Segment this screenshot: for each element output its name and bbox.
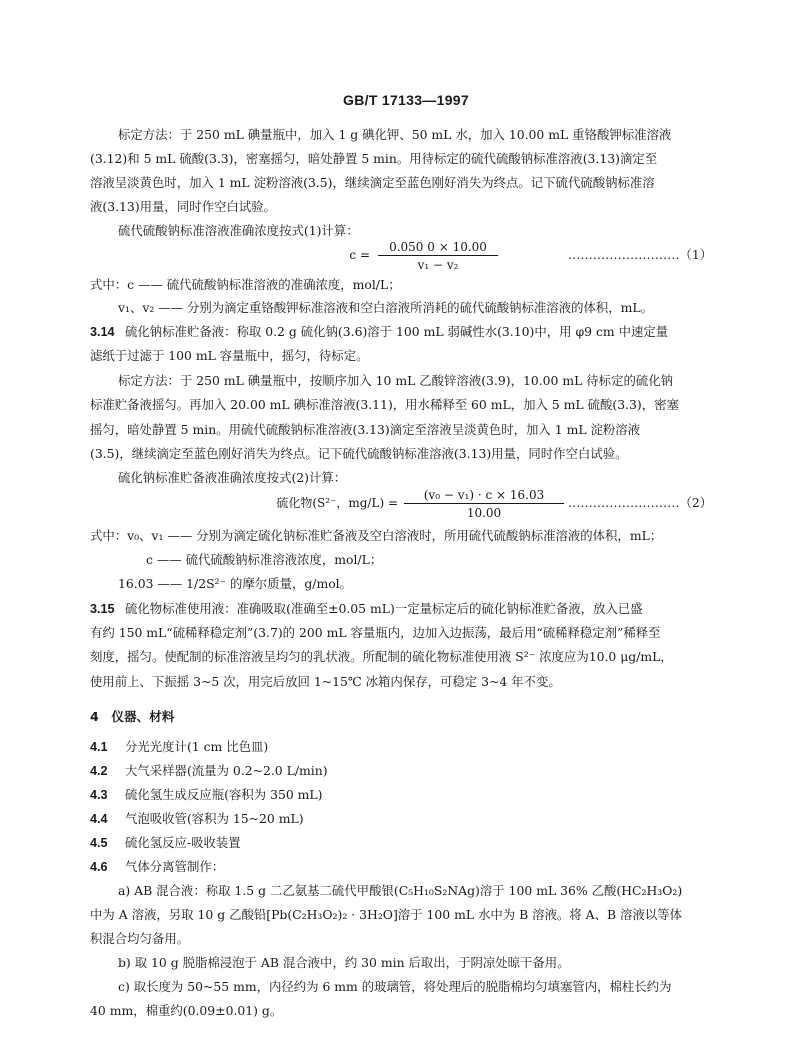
- list-item: 气泡吸收管(容积为 15~20 mL): [125, 811, 304, 826]
- equation-2-number: ………………………（2）: [568, 495, 713, 510]
- text-line: 标准贮备液摇匀。再加入 20.00 mL 碘标准溶液(3.11)，用水稀释至 60 mL，加入 5 mL 硫酸(3.3)，密塞: [90, 397, 679, 412]
- variable-definition: 16.03 —— 1/2S²⁻ 的摩尔质量，g/mol。: [118, 576, 353, 591]
- list-item: 硫化氢生成反应瓶(容积为 350 mL): [125, 787, 323, 802]
- standard-header: GB/T 17133—1997: [343, 92, 469, 108]
- text-line: 40 mm，棉重约(0.09±0.01) g。: [90, 1003, 283, 1018]
- list-item: 硫化氢反应-吸收装置: [125, 835, 241, 850]
- equation-2-denominator: 10.00: [466, 506, 502, 520]
- text-line: 摇匀，暗处静置 5 min。用硫代硫酸钠标准溶液(3.13)滴定至溶液呈淡黄色时，加入 1 mL 淀粉溶液: [90, 422, 641, 437]
- text-line: (3.5)，继续滴定至蓝色刚好消失为终点。记下硫代硫酸钠标准溶液(3.13)用量，同时作空白试验。: [90, 446, 628, 461]
- clause-number: 4.2: [90, 764, 108, 778]
- text-line: 硫化钠标准贮备液准确浓度按式(2)计算：: [118, 470, 347, 485]
- text-line: 标定方法：于 250 mL 碘量瓶中，加入 1 g 碘化钾、50 mL 水，加入 10.00 mL 重铬酸钾标准溶液: [118, 127, 672, 142]
- clause-number: 4.6: [90, 860, 108, 874]
- equation-1-denominator: v₁ − v₂: [417, 258, 459, 272]
- variable-definition: 式中：v₀、v₁ —— 分别为滴定硫化钠标准贮备液及空白溶液时，所用硫代硫酸钠标准溶液的体积，mL；: [90, 528, 663, 543]
- text-line: 硫代硫酸钠标准溶液准确浓度按式(1)计算：: [118, 223, 359, 238]
- variable-definition: 式中：c —— 硫代硫酸钠标准溶液的准确浓度，mol/L；: [90, 277, 401, 292]
- text-line: 有约 150 mL“硫稀释稳定剂”(3.7)的 200 mL 容量瓶内，边加入边振荡，最后用“硫稀释稳定剂”稀释至: [90, 625, 661, 640]
- equation-1-number: ………………………（1）: [568, 247, 713, 262]
- text-line: 标定方法：于 250 mL 碘量瓶中，按顺序加入 10 mL 乙酸锌溶液(3.9)，10.00 mL 待标定的硫化钠: [118, 373, 674, 388]
- equation-2-fraction-bar: [404, 503, 564, 504]
- list-item: 分光光度计(1 cm 比色皿): [125, 739, 269, 754]
- equation-1-numerator: 0.050 0 × 10.00: [389, 240, 487, 254]
- text-line: (3.12)和 5 mL 硫酸(3.3)，密塞摇匀，暗处静置 5 min。用待标定的硫代硫酸钠标准溶液(3.13)滴定至: [90, 151, 658, 166]
- variable-definition: c —— 硫代硫酸钠标准溶液浓度，mol/L；: [146, 552, 383, 567]
- clause-number: 4.1: [90, 740, 108, 754]
- text-line: b) 取 10 g 脱脂棉浸泡于 AB 混合液中，约 30 min 后取出，于阴凉处晾干备用。: [118, 955, 570, 970]
- text-line: 硫化钠标准贮备液：称取 0.2 g 硫化钠(3.6)溶于 100 mL 弱碱性水(3.10)中，用 φ9 cm 中速定量: [125, 324, 669, 339]
- text-line: 刻度，摇匀。使配制的标准溶液呈均匀的乳状液。所配制的硫化物标准使用液 S²⁻ 浓度应为10.0 μg/mL，: [90, 649, 673, 664]
- equation-1-lhs: c =: [349, 248, 370, 262]
- clause-number: 4.5: [90, 836, 108, 850]
- text-line: 溶液呈淡黄色时，加入 1 mL 淀粉溶液(3.5)，继续滴定至蓝色刚好消失为终点。记下硫代硫酸钠标准溶: [90, 175, 655, 190]
- equation-2-lhs: 硫化物(S²⁻，mg/L) =: [276, 496, 398, 510]
- clause-number: 3.14: [90, 325, 115, 339]
- clause-number: 4.4: [90, 812, 108, 826]
- equation-1-fraction-bar: [378, 255, 498, 256]
- text-line: 滤纸于过滤于 100 mL 容量瓶中，摇匀，待标定。: [90, 348, 369, 363]
- list-item: 气体分离管制作：: [125, 859, 225, 874]
- equation-2-numerator: (v₀ − v₁) · c × 16.03: [423, 488, 545, 502]
- variable-definition: v₁、v₂ —— 分别为滴定重铬酸钾标准溶液和空白溶液所消耗的硫代硫酸钠标准溶液的体积，mL。: [118, 300, 654, 315]
- clause-number: 4.3: [90, 788, 108, 802]
- text-line: a) AB 混合液：称取 1.5 g 二乙氨基二硫代甲酸银(C₅H₁₀S₂NAg)溶于 100 mL 36% 乙酸(HC₂H₃O₂): [118, 883, 683, 898]
- text-line: 中为 A 溶液，另取 10 g 乙酸铅[Pb(C₂H₃O₂)₂ · 3H₂O]溶于 100 mL 水中为 B 溶液。将 A、B 溶液以等体: [90, 907, 683, 922]
- section-heading-4: 4 仪器、材料: [90, 709, 175, 724]
- text-line: 硫化物标准使用液：准确吸取(准确至±0.05 mL)一定量标定后的硫化钠标准贮备液，放入已盛: [125, 601, 643, 616]
- clause-number: 3.15: [90, 602, 115, 616]
- list-item: 大气采样器(流量为 0.2~2.0 L/min): [125, 763, 328, 778]
- text-line: c) 取长度为 50~55 mm，内径约为 6 mm 的玻璃管，将处理后的脱脂棉均匀填塞管内，棉柱长约为: [118, 979, 672, 994]
- text-line: 液(3.13)用量，同时作空白试验。: [90, 199, 276, 214]
- text-line: 积混合均匀备用。: [90, 931, 190, 946]
- text-line: 使用前上、下振摇 3~5 次，用完后放回 1~15℃ 冰箱内保存，可稳定 3~4 年不变。: [90, 674, 561, 689]
